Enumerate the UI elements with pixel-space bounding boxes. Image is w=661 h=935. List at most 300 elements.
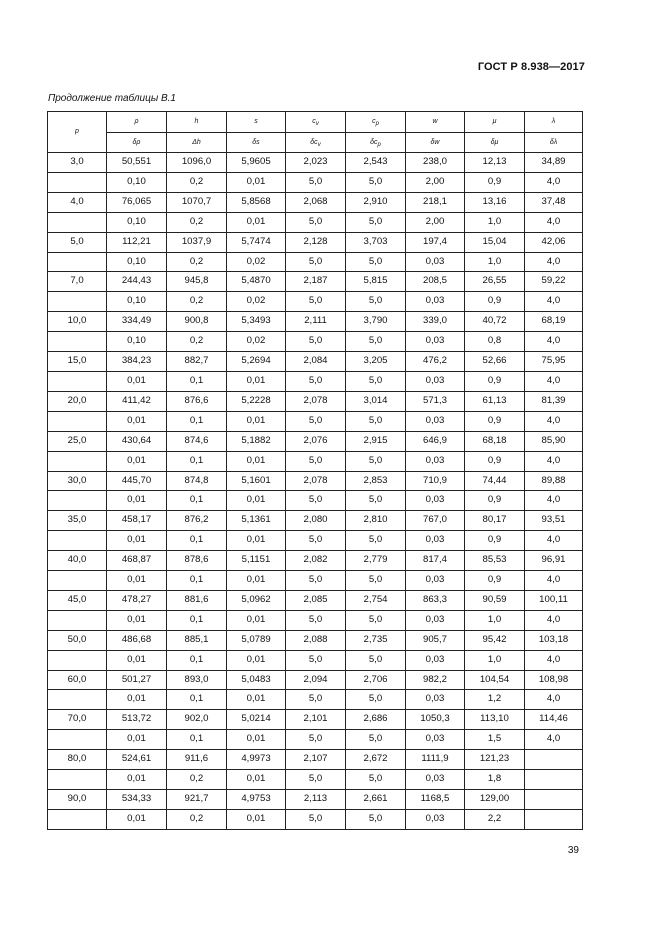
- value-cell: 5,1361: [227, 511, 286, 531]
- value-cell: 5,0483: [227, 670, 286, 690]
- uncertainty-cell: 0,9: [465, 531, 525, 551]
- uncertainty-cell: 0,9: [465, 411, 525, 431]
- uncertainty-cell: 5,0: [286, 730, 346, 750]
- page-number: 39: [567, 845, 579, 856]
- value-cell: 1168,5: [406, 790, 465, 810]
- uncertainty-cell: 0,01: [227, 571, 286, 591]
- uncertainty-cell: [525, 770, 583, 790]
- value-cell: 874,8: [167, 471, 227, 491]
- empty-pressure-cell: [48, 212, 107, 232]
- value-cell: 876,2: [167, 511, 227, 531]
- uncertainty-cell: 0,03: [406, 610, 465, 630]
- uncertainty-cell: 4,0: [525, 411, 583, 431]
- uncertainty-cell: 0,01: [107, 809, 167, 829]
- table-row: [48, 750, 583, 770]
- header-uncertainty-text: Δh: [192, 138, 201, 146]
- uncertainty-cell: 2,2: [465, 809, 525, 829]
- value-cell: 50,551: [107, 153, 167, 173]
- uncertainty-cell: [525, 809, 583, 829]
- uncertainty-cell: 5,0: [286, 770, 346, 790]
- empty-pressure-cell: [48, 571, 107, 591]
- value-cell: 5,0789: [227, 630, 286, 650]
- uncertainty-cell: 2,00: [406, 172, 465, 192]
- value-cell: 945,8: [167, 272, 227, 292]
- uncertainty-cell: 0,10: [107, 332, 167, 352]
- value-cell: 3,205: [346, 352, 406, 372]
- uncertainty-cell: 0,03: [406, 809, 465, 829]
- uncertainty-cell: 0,2: [167, 292, 227, 312]
- header-uncertainty-4: [346, 132, 406, 153]
- uncertainty-cell: 0,03: [406, 571, 465, 591]
- uncertainty-cell: 0,03: [406, 491, 465, 511]
- header-uncertainty-text: δs: [252, 138, 260, 146]
- pressure-cell: 15,0: [48, 352, 107, 372]
- uncertainty-cell: 0,1: [167, 690, 227, 710]
- table-row: [48, 272, 583, 292]
- value-cell: 1070,7: [167, 192, 227, 212]
- header-symbol-4: [346, 112, 406, 133]
- value-cell: 5,1601: [227, 471, 286, 491]
- value-cell: 458,17: [107, 511, 167, 531]
- value-cell: 5,0214: [227, 710, 286, 730]
- value-cell: 2,023: [286, 153, 346, 173]
- value-cell: 75,95: [525, 352, 583, 372]
- value-cell: 478,27: [107, 590, 167, 610]
- uncertainty-cell: 0,2: [167, 332, 227, 352]
- value-cell: 411,42: [107, 391, 167, 411]
- value-cell: 1050,3: [406, 710, 465, 730]
- table-caption: Продолжение таблицы В.1: [48, 93, 176, 104]
- header-symbol-text: c: [372, 118, 376, 125]
- uncertainty-cell: 5,0: [286, 650, 346, 670]
- table-row: [48, 471, 583, 491]
- value-cell: 76,065: [107, 192, 167, 212]
- value-cell: 900,8: [167, 312, 227, 332]
- value-cell: 3,014: [346, 391, 406, 411]
- uncertainty-cell: 0,03: [406, 252, 465, 272]
- pressure-cell: 4,0: [48, 192, 107, 212]
- uncertainty-cell: 1,0: [465, 212, 525, 232]
- uncertainty-cell: 0,01: [227, 212, 286, 232]
- value-cell: 26,55: [465, 272, 525, 292]
- value-cell: 1037,9: [167, 232, 227, 252]
- header-row-symbols: [48, 112, 583, 133]
- uncertainty-cell: 0,9: [465, 292, 525, 312]
- header-uncertainty-3: [286, 132, 346, 153]
- uncertainty-cell: 5,0: [346, 770, 406, 790]
- header-symbol-text: μ: [492, 118, 497, 125]
- value-cell: 238,0: [406, 153, 465, 173]
- uncertainty-cell: 0,01: [107, 730, 167, 750]
- uncertainty-cell: 5,0: [286, 610, 346, 630]
- table-row-uncertainty: [48, 491, 583, 511]
- uncertainty-cell: 5,0: [346, 451, 406, 471]
- uncertainty-cell: 1,8: [465, 770, 525, 790]
- uncertainty-cell: 0,01: [107, 491, 167, 511]
- header-uncertainty-0: [107, 132, 167, 153]
- uncertainty-cell: 0,01: [227, 809, 286, 829]
- uncertainty-cell: 5,0: [346, 690, 406, 710]
- uncertainty-cell: 0,1: [167, 650, 227, 670]
- value-cell: 59,22: [525, 272, 583, 292]
- value-cell: 339,0: [406, 312, 465, 332]
- uncertainty-cell: 0,01: [107, 411, 167, 431]
- uncertainty-cell: 0,01: [227, 411, 286, 431]
- uncertainty-cell: 0,1: [167, 491, 227, 511]
- value-cell: 13,16: [465, 192, 525, 212]
- table-row: [48, 352, 583, 372]
- value-cell: 3,790: [346, 312, 406, 332]
- value-cell: 2,078: [286, 391, 346, 411]
- uncertainty-cell: 4,0: [525, 730, 583, 750]
- uncertainty-cell: 0,03: [406, 531, 465, 551]
- uncertainty-cell: 0,01: [227, 491, 286, 511]
- empty-pressure-cell: [48, 610, 107, 630]
- header-uncertainty-2: [227, 132, 286, 153]
- uncertainty-cell: 5,0: [286, 172, 346, 192]
- table-row-uncertainty: [48, 809, 583, 829]
- uncertainty-cell: 5,0: [286, 252, 346, 272]
- value-cell: 710,9: [406, 471, 465, 491]
- uncertainty-cell: 5,0: [346, 650, 406, 670]
- empty-pressure-cell: [48, 292, 107, 312]
- table-row-uncertainty: [48, 610, 583, 630]
- table-row-uncertainty: [48, 292, 583, 312]
- uncertainty-cell: 4,0: [525, 332, 583, 352]
- value-cell: 68,18: [465, 431, 525, 451]
- uncertainty-cell: 0,03: [406, 451, 465, 471]
- uncertainty-cell: 5,0: [286, 292, 346, 312]
- value-cell: 476,2: [406, 352, 465, 372]
- value-cell: 114,46: [525, 710, 583, 730]
- header-uncertainty-sub: p: [377, 141, 381, 148]
- uncertainty-cell: 5,0: [346, 571, 406, 591]
- table-row-uncertainty: [48, 332, 583, 352]
- value-cell: 445,70: [107, 471, 167, 491]
- value-cell: 81,39: [525, 391, 583, 411]
- uncertainty-cell: 0,1: [167, 371, 227, 391]
- header-uncertainty-5: [406, 132, 465, 153]
- uncertainty-cell: 0,01: [227, 730, 286, 750]
- value-cell: 37,48: [525, 192, 583, 212]
- uncertainty-cell: 0,9: [465, 571, 525, 591]
- pressure-cell: 45,0: [48, 590, 107, 610]
- value-cell: 90,59: [465, 590, 525, 610]
- uncertainty-cell: 5,0: [346, 491, 406, 511]
- empty-pressure-cell: [48, 531, 107, 551]
- uncertainty-cell: 5,0: [346, 531, 406, 551]
- value-cell: 5,0962: [227, 590, 286, 610]
- value-cell: 334,49: [107, 312, 167, 332]
- value-cell: [525, 790, 583, 810]
- empty-pressure-cell: [48, 730, 107, 750]
- value-cell: 882,7: [167, 352, 227, 372]
- uncertainty-cell: 0,10: [107, 212, 167, 232]
- uncertainty-cell: 0,1: [167, 531, 227, 551]
- value-cell: 68,19: [525, 312, 583, 332]
- empty-pressure-cell: [48, 371, 107, 391]
- table-row: [48, 590, 583, 610]
- value-cell: 2,101: [286, 710, 346, 730]
- table-row: [48, 710, 583, 730]
- table-row: [48, 790, 583, 810]
- uncertainty-cell: 0,01: [227, 610, 286, 630]
- header-symbol-sub: v: [315, 121, 319, 127]
- uncertainty-cell: 5,0: [346, 809, 406, 829]
- pressure-cell: 7,0: [48, 272, 107, 292]
- uncertainty-cell: 5,0: [346, 610, 406, 630]
- uncertainty-cell: 0,01: [227, 770, 286, 790]
- uncertainty-cell: 4,0: [525, 451, 583, 471]
- value-cell: 103,18: [525, 630, 583, 650]
- header-uncertainty-text: δc: [310, 138, 318, 146]
- uncertainty-cell: 1,2: [465, 690, 525, 710]
- header-pressure: p: [48, 112, 107, 153]
- header-uncertainty-text: δw: [430, 138, 440, 146]
- empty-pressure-cell: [48, 770, 107, 790]
- uncertainty-cell: 0,03: [406, 690, 465, 710]
- uncertainty-cell: 5,0: [346, 212, 406, 232]
- value-cell: 5,2228: [227, 391, 286, 411]
- uncertainty-cell: 0,03: [406, 332, 465, 352]
- value-cell: 2,706: [346, 670, 406, 690]
- uncertainty-cell: 1,0: [465, 650, 525, 670]
- uncertainty-cell: 5,0: [346, 730, 406, 750]
- uncertainty-cell: 0,02: [227, 332, 286, 352]
- value-cell: 767,0: [406, 511, 465, 531]
- uncertainty-cell: 5,0: [286, 371, 346, 391]
- value-cell: 881,6: [167, 590, 227, 610]
- value-cell: 2,085: [286, 590, 346, 610]
- uncertainty-cell: 5,0: [286, 690, 346, 710]
- uncertainty-cell: 0,03: [406, 650, 465, 670]
- uncertainty-cell: 4,0: [525, 172, 583, 192]
- uncertainty-cell: 4,0: [525, 531, 583, 551]
- table-row-uncertainty: [48, 451, 583, 471]
- value-cell: 218,1: [406, 192, 465, 212]
- uncertainty-cell: 0,01: [227, 650, 286, 670]
- value-cell: 513,72: [107, 710, 167, 730]
- uncertainty-cell: 4,0: [525, 690, 583, 710]
- table-row: [48, 232, 583, 252]
- header-symbol-6: [465, 112, 525, 133]
- uncertainty-cell: 4,0: [525, 650, 583, 670]
- value-cell: [525, 750, 583, 770]
- pressure-cell: 10,0: [48, 312, 107, 332]
- uncertainty-cell: 5,0: [286, 332, 346, 352]
- header-symbol-2: [227, 112, 286, 133]
- value-cell: 61,13: [465, 391, 525, 411]
- value-cell: 3,703: [346, 232, 406, 252]
- uncertainty-cell: 0,2: [167, 770, 227, 790]
- value-cell: 4,9973: [227, 750, 286, 770]
- value-cell: 40,72: [465, 312, 525, 332]
- value-cell: 468,87: [107, 551, 167, 571]
- value-cell: 2,128: [286, 232, 346, 252]
- uncertainty-cell: 0,01: [107, 571, 167, 591]
- value-cell: 100,11: [525, 590, 583, 610]
- uncertainty-cell: 4,0: [525, 491, 583, 511]
- value-cell: 108,98: [525, 670, 583, 690]
- uncertainty-cell: 0,10: [107, 252, 167, 272]
- value-cell: 2,088: [286, 630, 346, 650]
- header-symbol-text: h: [194, 118, 199, 125]
- pressure-cell: 50,0: [48, 630, 107, 650]
- table-row: [48, 153, 583, 173]
- value-cell: 817,4: [406, 551, 465, 571]
- uncertainty-cell: 0,10: [107, 292, 167, 312]
- value-cell: 524,61: [107, 750, 167, 770]
- uncertainty-cell: 1,0: [465, 252, 525, 272]
- uncertainty-cell: 0,01: [107, 690, 167, 710]
- value-cell: 5,4870: [227, 272, 286, 292]
- value-cell: 905,7: [406, 630, 465, 650]
- value-cell: 2,686: [346, 710, 406, 730]
- value-cell: 863,3: [406, 590, 465, 610]
- value-cell: 982,2: [406, 670, 465, 690]
- empty-pressure-cell: [48, 491, 107, 511]
- value-cell: 534,33: [107, 790, 167, 810]
- empty-pressure-cell: [48, 690, 107, 710]
- value-cell: 902,0: [167, 710, 227, 730]
- header-symbol-3: [286, 112, 346, 133]
- uncertainty-cell: 0,2: [167, 212, 227, 232]
- value-cell: 85,53: [465, 551, 525, 571]
- uncertainty-cell: 4,0: [525, 252, 583, 272]
- uncertainty-cell: 4,0: [525, 371, 583, 391]
- value-cell: 885,1: [167, 630, 227, 650]
- uncertainty-cell: 0,1: [167, 730, 227, 750]
- value-cell: 878,6: [167, 551, 227, 571]
- uncertainty-cell: 0,9: [465, 172, 525, 192]
- table-row: [48, 630, 583, 650]
- uncertainty-cell: 5,0: [346, 252, 406, 272]
- uncertainty-cell: 0,01: [107, 610, 167, 630]
- uncertainty-cell: 5,0: [346, 172, 406, 192]
- pressure-cell: 30,0: [48, 471, 107, 491]
- table-row: [48, 312, 583, 332]
- table-row: [48, 670, 583, 690]
- value-cell: 571,3: [406, 391, 465, 411]
- uncertainty-cell: 5,0: [286, 491, 346, 511]
- uncertainty-cell: 0,01: [107, 650, 167, 670]
- uncertainty-cell: 0,02: [227, 292, 286, 312]
- pressure-cell: 3,0: [48, 153, 107, 173]
- value-cell: 113,10: [465, 710, 525, 730]
- value-cell: 384,23: [107, 352, 167, 372]
- header-uncertainty-text: δλ: [549, 138, 558, 146]
- uncertainty-cell: 2,00: [406, 212, 465, 232]
- table-row: [48, 551, 583, 571]
- table-row-uncertainty: [48, 411, 583, 431]
- value-cell: 2,853: [346, 471, 406, 491]
- uncertainty-cell: 4,0: [525, 212, 583, 232]
- pressure-cell: 40,0: [48, 551, 107, 571]
- value-cell: 5,9605: [227, 153, 286, 173]
- header-uncertainty-sub: v: [317, 141, 321, 148]
- uncertainty-cell: 0,1: [167, 451, 227, 471]
- data-table: [47, 111, 583, 830]
- table-row-uncertainty: [48, 371, 583, 391]
- empty-pressure-cell: [48, 411, 107, 431]
- value-cell: 2,113: [286, 790, 346, 810]
- header-uncertainty-text: δμ: [490, 138, 499, 146]
- uncertainty-cell: 5,0: [286, 531, 346, 551]
- value-cell: 2,810: [346, 511, 406, 531]
- value-cell: 112,21: [107, 232, 167, 252]
- uncertainty-cell: 0,9: [465, 371, 525, 391]
- value-cell: 921,7: [167, 790, 227, 810]
- header-symbol-7: [525, 112, 583, 133]
- value-cell: 34,89: [525, 153, 583, 173]
- pressure-cell: 5,0: [48, 232, 107, 252]
- uncertainty-cell: 0,2: [167, 172, 227, 192]
- table-row-uncertainty: [48, 650, 583, 670]
- table-row-uncertainty: [48, 531, 583, 551]
- empty-pressure-cell: [48, 172, 107, 192]
- header-uncertainty-7: [525, 132, 583, 153]
- value-cell: 2,082: [286, 551, 346, 571]
- table-row: [48, 511, 583, 531]
- value-cell: 121,23: [465, 750, 525, 770]
- header-symbol-text: c: [312, 118, 316, 125]
- value-cell: 1096,0: [167, 153, 227, 173]
- value-cell: 5,815: [346, 272, 406, 292]
- value-cell: 2,111: [286, 312, 346, 332]
- uncertainty-cell: 0,02: [227, 252, 286, 272]
- value-cell: 876,6: [167, 391, 227, 411]
- uncertainty-cell: 0,01: [227, 531, 286, 551]
- header-symbol-text: w: [432, 118, 438, 125]
- uncertainty-cell: 4,0: [525, 292, 583, 312]
- uncertainty-cell: 0,01: [107, 371, 167, 391]
- uncertainty-cell: 0,1: [167, 411, 227, 431]
- table-row-uncertainty: [48, 252, 583, 272]
- value-cell: 2,187: [286, 272, 346, 292]
- uncertainty-cell: 5,0: [286, 212, 346, 232]
- pressure-cell: 80,0: [48, 750, 107, 770]
- uncertainty-cell: 1,5: [465, 730, 525, 750]
- value-cell: 85,90: [525, 431, 583, 451]
- value-cell: 2,661: [346, 790, 406, 810]
- value-cell: 5,1882: [227, 431, 286, 451]
- value-cell: 2,735: [346, 630, 406, 650]
- uncertainty-cell: 0,01: [107, 770, 167, 790]
- uncertainty-cell: 5,0: [346, 292, 406, 312]
- pressure-cell: 25,0: [48, 431, 107, 451]
- uncertainty-cell: 0,8: [465, 332, 525, 352]
- uncertainty-cell: 0,1: [167, 610, 227, 630]
- uncertainty-cell: 0,01: [227, 451, 286, 471]
- value-cell: 52,66: [465, 352, 525, 372]
- uncertainty-cell: 5,0: [286, 451, 346, 471]
- uncertainty-cell: 0,01: [227, 690, 286, 710]
- value-cell: 104,54: [465, 670, 525, 690]
- pressure-cell: 70,0: [48, 710, 107, 730]
- uncertainty-cell: 5,0: [286, 411, 346, 431]
- uncertainty-cell: 4,0: [525, 571, 583, 591]
- uncertainty-cell: 0,03: [406, 770, 465, 790]
- value-cell: 129,00: [465, 790, 525, 810]
- value-cell: 5,7474: [227, 232, 286, 252]
- uncertainty-cell: 1,0: [465, 610, 525, 630]
- value-cell: 4,9753: [227, 790, 286, 810]
- header-symbol-text: ρ: [134, 118, 139, 125]
- uncertainty-cell: 0,1: [167, 571, 227, 591]
- header-uncertainty-1: [167, 132, 227, 153]
- header-row-uncertainty: [48, 132, 583, 153]
- value-cell: 2,107: [286, 750, 346, 770]
